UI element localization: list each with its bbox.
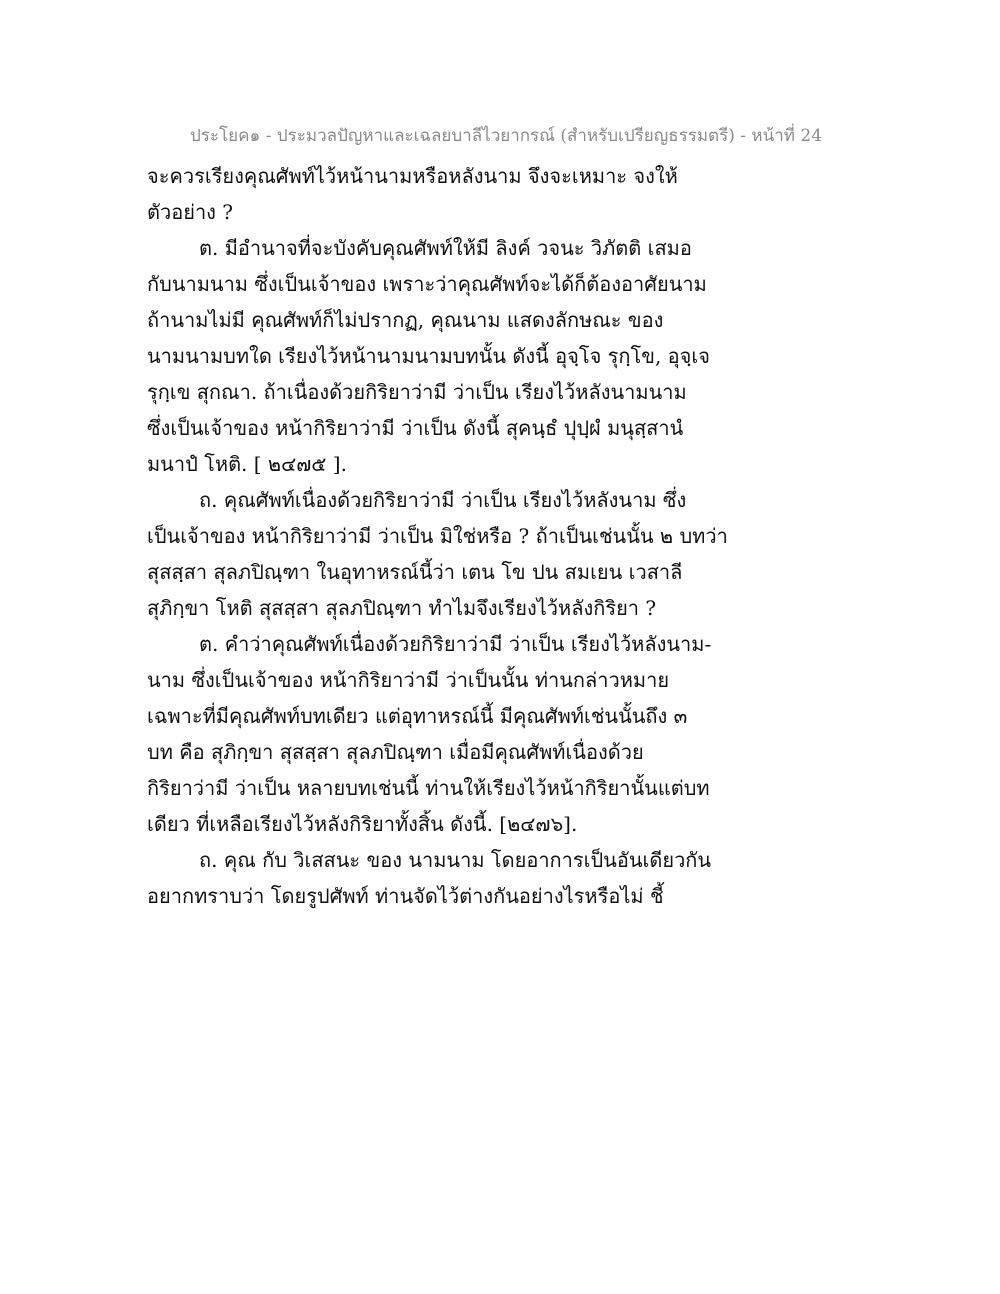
text-line: มนาปํ โหติ. [ ๒๔๗๕ ]. — [147, 452, 347, 476]
text-line: กับนามนาม ซึ่งเป็นเจ้าของ เพราะว่าคุณศัพท์จะได้ก็ต้องอาศัยนาม — [147, 272, 707, 296]
text-line: สุภิกฺขา โหติ สุสสฺสา สุลภปิณฺฑา ทำไมจึงเรียงไว้หลังกิริยา ? — [147, 596, 657, 620]
text-line: บท คือ สุภิกฺขา สุสสฺสา สุลภปิณฺฑา เมื่อมีคุณศัพท์เนื่องด้วย — [147, 740, 644, 764]
text-line: ต. มีอำนาจที่จะบังคับคุณศัพท์ให้มี ลิงค์ วจนะ วิภัตติ เสมอ — [199, 236, 692, 260]
body-text — [147, 158, 747, 914]
text-line: เดียว ที่เหลือเรียงไว้หลังกิริยาทั้งสิ้น ดังนี้. [๒๔๗๖]. — [147, 812, 578, 836]
text-line: ถ. คุณศัพท์เนื่องด้วยกิริยาว่ามี ว่าเป็น เรียงไว้หลังนาม ซึ่ง — [199, 488, 687, 512]
text-line: ถ. คุณ กับ วิเสสนะ ของ นามนาม โดยอาการเป็นอันเดียวกัน — [199, 848, 712, 872]
text-line: นามนามบทใด เรียงไว้หน้านามนามบทนั้น ดังนี้ อุจฺโจ รุกฺโข, อุจฺเจ — [147, 344, 710, 368]
text-line: เป็นเจ้าของ หน้ากิริยาว่ามี ว่าเป็น มิใช่หรือ ? ถ้าเป็นเช่นนั้น ๒ บทว่า — [147, 524, 728, 548]
text-line: สุสสฺสา สุลภปิณฺฑา ในอุทาหรณ์นี้ว่า เตน โข ปน สมเยน เวสาลี — [147, 560, 683, 584]
text-line: จะควรเรียงคุณศัพท์ไว้หน้านามหรือหลังนาม จึงจะเหมาะ จงให้ — [147, 164, 678, 188]
text-line: รุกฺเข สุกณา. ถ้าเนื่องด้วยกิริยาว่ามี ว่าเป็น เรียงไว้หลังนามนาม — [147, 380, 687, 404]
text-line: ซึ่งเป็นเจ้าของ หน้ากิริยาว่ามี ว่าเป็น ดังนี้ สุคนฺธํ ปุปฺผํ มนุสฺสานํ — [147, 416, 684, 440]
text-line: ถ้านามไม่มี คุณศัพท์ก็ไม่ปรากฏ, คุณนาม แสดงลักษณะ ของ — [147, 308, 664, 332]
text-line: เฉพาะที่มีคุณศัพท์บทเดียว แต่อุทาหรณ์นี้ มีคุณศัพท์เช่นนั้นถึง ๓ — [147, 704, 688, 728]
text-line: อยากทราบว่า โดยรูปศัพท์ ท่านจัดไว้ต่างกันอย่างไรหรือไม่ ชี้ — [147, 884, 664, 908]
text-line: นาม ซึ่งเป็นเจ้าของ หน้ากิริยาว่ามี ว่าเป็นนั้น ท่านกล่าวหมาย — [147, 668, 670, 692]
text-line: ตัวอย่าง ? — [147, 200, 234, 224]
text-line: กิริยาว่ามี ว่าเป็น หลายบทเช่นนี้ ท่านให้เรียงไว้หน้ากิริยานั้นแต่บท — [147, 776, 710, 800]
text-line: ต. คำว่าคุณศัพท์เนื่องด้วยกิริยาว่ามี ว่าเป็น เรียงไว้หลังนาม- — [199, 632, 712, 656]
page-header: ประโยค๑ - ประมวลปัญหาและเฉลยบาลีไวยากรณ์ (สำหรับเปรียญธรรมตรี) - หน้าที่ 24 — [190, 126, 823, 146]
